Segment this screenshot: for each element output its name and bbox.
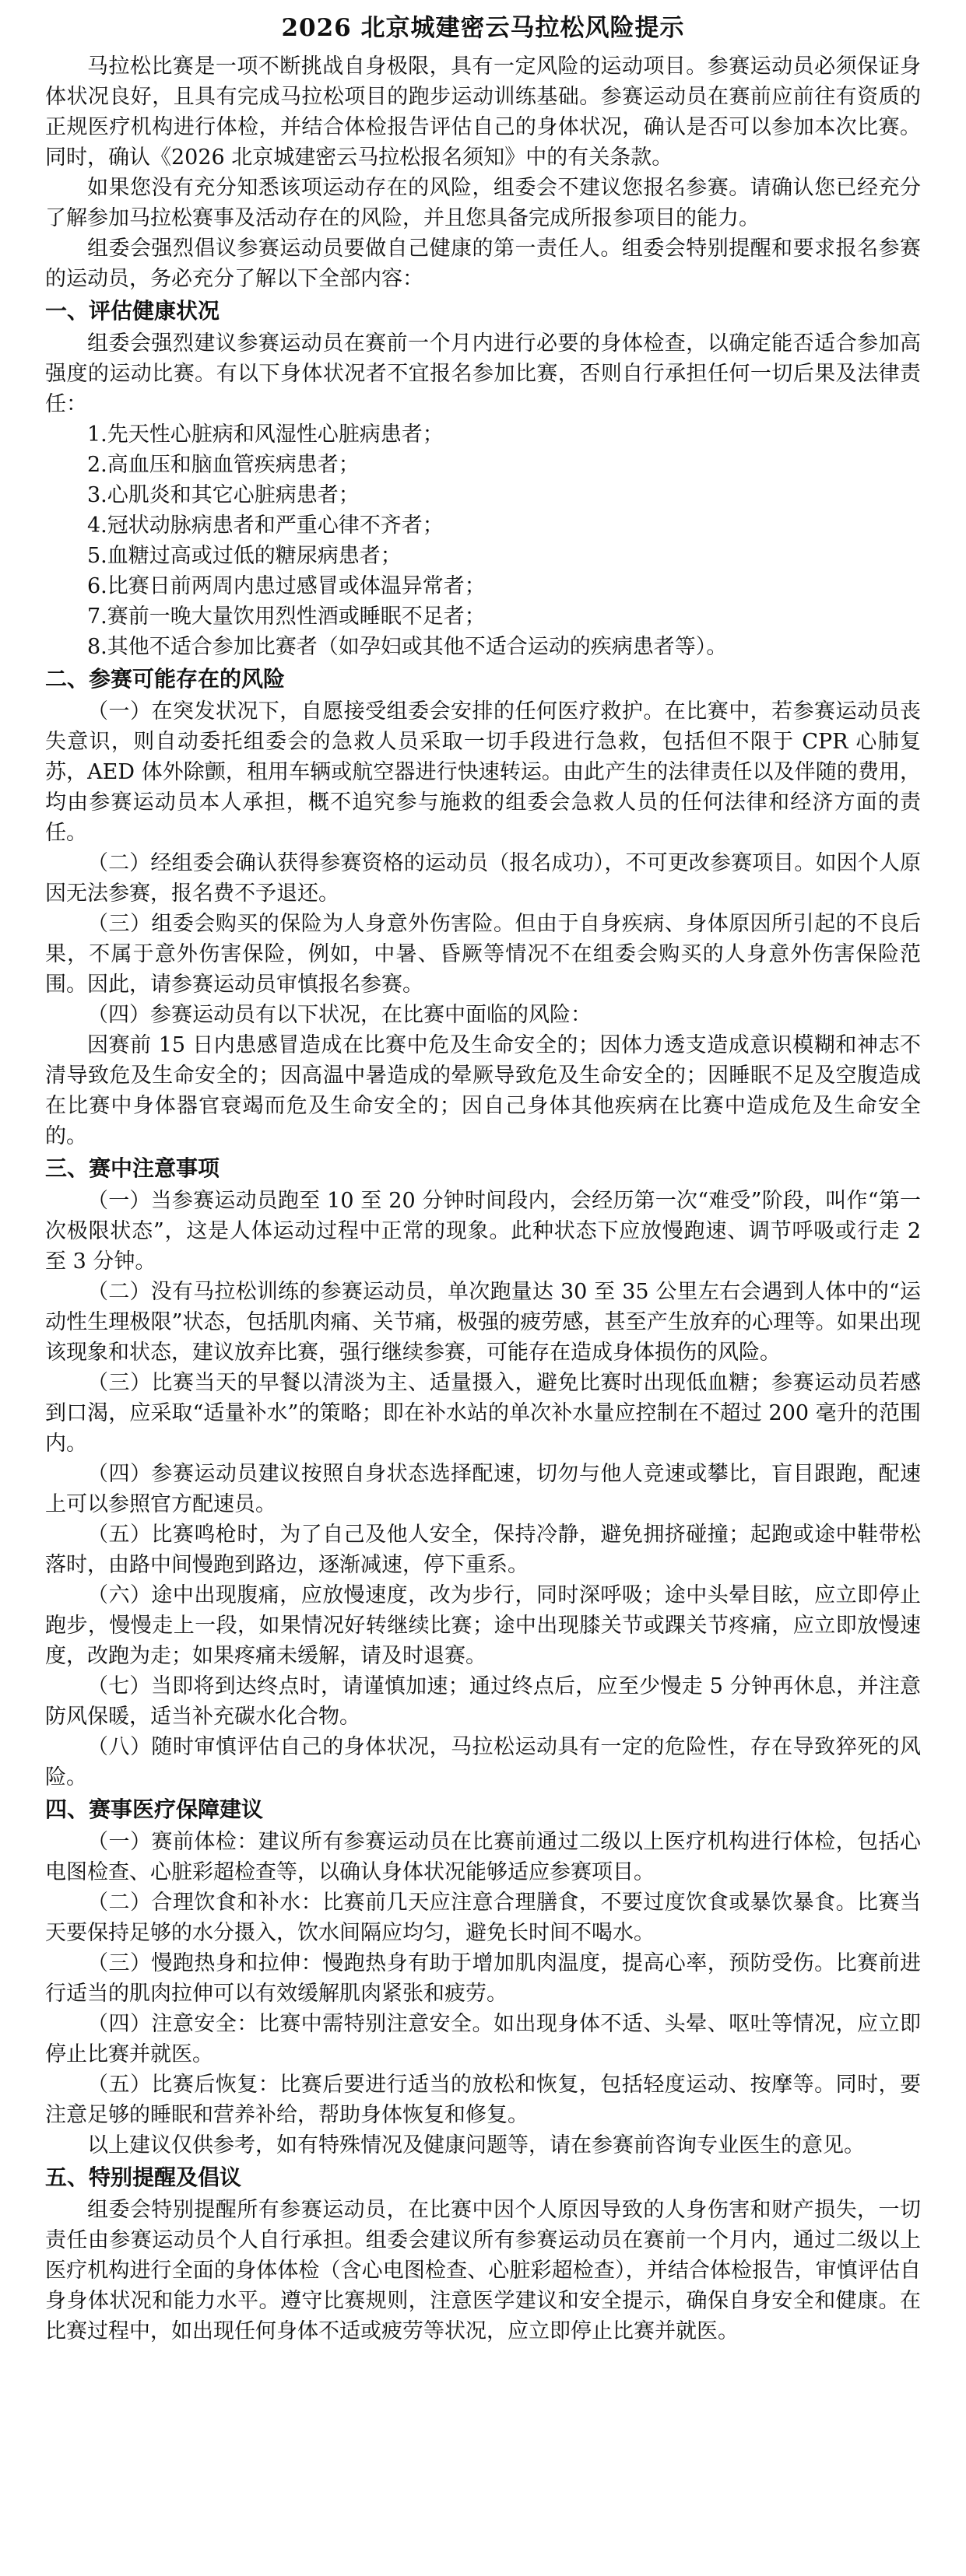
section-heading-reminder: 五、特别提醒及倡议 bbox=[45, 2164, 242, 2190]
intro-paragraph: 如果您没有充分知悉该项运动存在的风险，组委会不建议您报名参赛。请确认您已经充分了解参加马拉松赛事及活动存在的风险，并且您具备完成所报参项目的能力。 bbox=[45, 176, 921, 230]
section-heading-risks: 二、参赛可能存在的风险 bbox=[45, 666, 286, 692]
section-heading-race-notes: 三、赛中注意事项 bbox=[45, 1155, 220, 1181]
section-paragraph: （三）慢跑热身和拉伸：慢跑热身有助于增加肌肉温度，提高心率，预防受伤。比赛前进行适当的肌肉拉伸可以有效缓解肌肉紧张和疲劳。 bbox=[45, 1951, 921, 2006]
section-paragraph: （四）注意安全：比赛中需特别注意安全。如出现身体不适、头晕、呕吐等情况，应立即停止比赛并就医。 bbox=[45, 2012, 921, 2066]
section-paragraph: （一）在突发状况下，自愿接受组委会安排的任何医疗救护。在比赛中，若参赛运动员丧失意识，则自动委托组委会的急救人员采取一切手段进行急救，包括但不限于 CPR 心肺复苏，AED 体外除颤，租用车辆或航空器进行快速转运。由此产生的法律责任以及伴随的费用，均由参赛运动员本人承担，概不追究参与施救的组委会急救人员的任何法律和经济方面的责任。 bbox=[45, 699, 921, 845]
document-title: 2026 北京城建密云马拉松风险提示 bbox=[281, 14, 685, 42]
section-paragraph: （三）组委会购买的保险为人身意外伤害险。但由于自身疾病、身体原因所引起的不良后果，不属于意外伤害保险，例如，中暑、昏厥等情况不在组委会购买的人身意外伤害保险范围。因此，请参赛运动员审慎报名参赛。 bbox=[45, 912, 921, 997]
section-paragraph: （四）参赛运动员建议按照自身状态选择配速，切勿与他人竞速或攀比，盲目跟跑，配速上可以参照官方配速员。 bbox=[45, 1462, 921, 1516]
section-paragraph: （八）随时审慎评估自己的身体状况，马拉松运动具有一定的危险性，存在导致猝死的风险。 bbox=[45, 1735, 921, 1789]
list-item: 7.赛前一晚大量饮用烈性酒或睡眠不足者； bbox=[87, 605, 486, 629]
section-paragraph: （二）没有马拉松训练的参赛运动员，单次跑量达 30 至 35 公里左右会遇到人体中的“运动性生理极限”状态，包括肌肉痛、关节痛，极强的疲劳感，甚至产生放弃的心理等。如果出现该现象和状态，建议放弃比赛，强行继续参赛，可能存在造成身体损伤的风险。 bbox=[45, 1280, 921, 1365]
section-paragraph: （一）当参赛运动员跑至 10 至 20 分钟时间段内，会经历第一次“难受”阶段，叫作“第一次极限状态”，这是人体运动过程中正常的现象。此种状态下应放慢跑速、调节呼吸或行走 2 至 3 分钟。 bbox=[45, 1189, 921, 1274]
section-paragraph: （五）比赛后恢复：比赛后要进行适当的放松和恢复，包括轻度运动、按摩等。同时，要注意足够的睡眠和营养补给，帮助身体恢复和修复。 bbox=[45, 2073, 921, 2127]
section-paragraph: （二）合理饮食和补水：比赛前几天应注意合理膳食，不要过度饮食或暴饮暴食。比赛当天要保持足够的水分摄入，饮水间隔应均匀，避免长时间不喝水。 bbox=[45, 1891, 921, 1945]
list-item: 5.血糖过高或过低的糖尿病患者； bbox=[87, 544, 402, 568]
intro-paragraph: 组委会强烈倡议参赛运动员要做自己健康的第一责任人。组委会特别提醒和要求报名参赛的运动员，务必充分了解以下全部内容： bbox=[45, 237, 921, 291]
section-paragraph: 因赛前 15 日内患感冒造成在比赛中危及生命安全的；因体力透支造成意识模糊和神志不清导致危及生命安全的；因高温中暑造成的晕厥导致危及生命安全的；因睡眠不足及空腹造成在比赛中身体器官衰竭而危及生命安全的；因自己身体其他疾病在比赛中造成危及生命安全的。 bbox=[45, 1033, 921, 1148]
section-paragraph: （七）当即将到达终点时，请谨慎加速；通过终点后，应至少慢走 5 分钟再休息，并注意防风保暖，适当补充碳水化合物。 bbox=[45, 1674, 921, 1729]
list-item: 8.其他不适合参加比赛者（如孕妇或其他不适合运动的疾病患者等）。 bbox=[87, 635, 728, 659]
section-paragraph: （一）赛前体检：建议所有参赛运动员在比赛前通过二级以上医疗机构进行体检，包括心电图检查、心脏彩超检查等，以确认身体状况能够适应参赛项目。 bbox=[45, 1830, 921, 1884]
section-paragraph: 以上建议仅供参考，如有特殊情况及健康问题等，请在参赛前咨询专业医生的意见。 bbox=[87, 2133, 865, 2157]
list-item: 2.高血压和脑血管疾病患者； bbox=[87, 453, 360, 477]
list-item: 6.比赛日前两周内患过感冒或体温异常者； bbox=[87, 574, 486, 598]
section-paragraph: （五）比赛鸣枪时，为了自己及他人安全，保持冷静，避免拥挤碰撞；起跑或途中鞋带松落时，由路中间慢跑到路边，逐渐减速，停下重系。 bbox=[45, 1523, 921, 1577]
section-paragraph: 组委会强烈建议参赛运动员在赛前一个月内进行必要的身体检查，以确定能否适合参加高强度的运动比赛。有以下身体状况者不宜报名参加比赛，否则自行承担任何一切后果及法律责任： bbox=[45, 331, 921, 416]
section-paragraph: （二）经组委会确认获得参赛资格的运动员（报名成功），不可更改参赛项目。如因个人原因无法参赛，报名费不予退还。 bbox=[45, 851, 921, 906]
list-item: 3.心肌炎和其它心脏病患者； bbox=[87, 483, 360, 507]
list-item: 4.冠状动脉病患者和严重心律不齐者； bbox=[87, 513, 444, 538]
section-paragraph: （六）途中出现腹痛，应放慢速度，改为步行，同时深呼吸；途中头晕目眩，应立即停止跑步，慢慢走上一段，如果情况好转继续比赛；途中出现膝关节或踝关节疼痛，应立即放慢速度，改跑为走；如果疼痛未缓解，请及时退赛。 bbox=[45, 1583, 921, 1668]
section-heading-health: 一、评估健康状况 bbox=[45, 298, 220, 324]
section-heading-medical: 四、赛事医疗保障建议 bbox=[45, 1796, 264, 1822]
section-paragraph: 组委会特别提醒所有参赛运动员，在比赛中因个人原因导致的人身伤害和财产损失，一切责任由参赛运动员个人自行承担。组委会建议所有参赛运动员在赛前一个月内，通过二级以上医疗机构进行全面的身体体检（含心电图检查、心脏彩超检查），并结合体检报告，审慎评估自身身体状况和能力水平。遵守比赛规则，注意医学建议和安全提示，确保自身安全和健康。在比赛过程中，如出现任何身体不适或疲劳等状况，应立即停止比赛并就医。 bbox=[45, 2198, 921, 2343]
intro-paragraph: 马拉松比赛是一项不断挑战自身极限，具有一定风险的运动项目。参赛运动员必须保证身体状况良好，且具有完成马拉松项目的跑步运动训练基础。参赛运动员在赛前应前往有资质的正规医疗机构进行体检，并结合体检报告评估自己的身体状况，确认是否可以参加本次比赛。同时，确认《2026 北京城建密云马拉松报名须知》中的有关条款。 bbox=[45, 54, 921, 170]
section-paragraph: （四）参赛运动员有以下状况，在比赛中面临的风险： bbox=[87, 1003, 592, 1027]
section-paragraph: （三）比赛当天的早餐以清淡为主、适量摄入，避免比赛时出现低血糖；参赛运动员若感到口渴，应采取“适量补水”的策略；即在补水站的单次补水量应控制在不超过 200 毫升的范围内。 bbox=[45, 1371, 921, 1456]
list-item: 1.先天性心脏病和风湿性心脏病患者； bbox=[87, 422, 444, 447]
